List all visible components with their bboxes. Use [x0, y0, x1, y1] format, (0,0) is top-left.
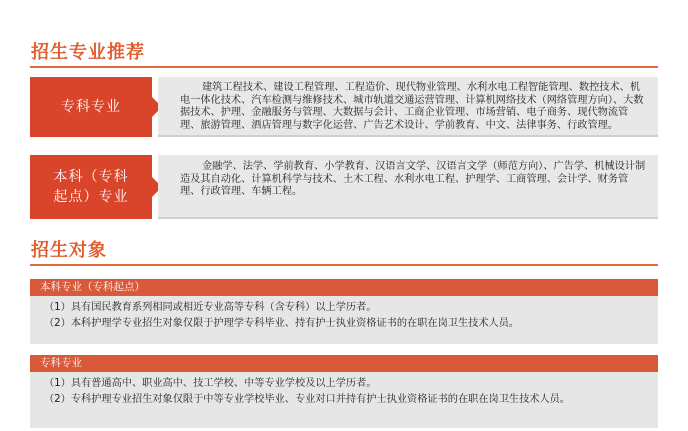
audience-head-junior: 专科专业 [30, 355, 658, 372]
major-label-junior [30, 77, 152, 137]
title-underline [30, 264, 658, 266]
major-list-junior [158, 77, 658, 137]
audience-box-undergrad [30, 296, 658, 344]
section-title-audience: 招生对象 [31, 240, 107, 261]
major-label-line: 本科（专科 [53, 169, 129, 185]
audience-line: （1）具有普通高中、职业高中、技工学校、中等专业学校及以上学历者。 [44, 378, 377, 389]
major-row-undergrad [0, 155, 688, 219]
major-label-text: 专科专业 [61, 99, 121, 115]
major-list-undergrad [158, 155, 658, 219]
audience-line: （2）专科护理专业招生对象仅限于中等专业学校毕业、专业对口并持有护士执业资格证书的在职在岗卫生技术人员。 [44, 394, 571, 405]
major-row-junior [0, 77, 688, 137]
audience-line: （1）具有国民教育系列相同或相近专业高等专科（含专科）以上学历者。 [44, 302, 377, 313]
title-underline [30, 66, 658, 68]
audience-box-junior [30, 372, 658, 428]
section-title-majors: 招生专业推荐 [31, 42, 145, 63]
major-label-text [46, 167, 136, 207]
audience-head-undergrad: 本科专业（专科起点） [30, 279, 658, 296]
major-label-undergrad [30, 155, 152, 219]
major-list-text: 金融学、法学、学前教育、小学教育、汉语言文学、汉语言文学（师范方向）、广告学、机械设计制造及其自动化、计算机科学与技术、土木工程、水利水电工程、护理学、工商管理、会计学、财务管理、行政管理、车辆工程。 [180, 161, 646, 198]
major-list-text: 建筑工程技术、建设工程管理、工程造价、现代物业管理、水利水电工程智能管理、数控技术、机电一体化技术、汽车检测与维修技术、城市轨道交通运营管理、计算机网络技术（网络管理方向）、大数据技术、护理、金融服务与管理、大数据与会计、工商企业管理、市场营销、电子商务、现代物流管理、旅游管理、酒店管理与数字化运营、广告艺术设计、学前教育、中文、法律事务、行政管理。 [180, 82, 644, 131]
audience-line: （2）本科护理学专业招生对象仅限于护理学专科毕业、持有护士执业资格证书的在职在岗卫生技术人员。 [44, 318, 520, 329]
major-label-line: 起点）专业 [53, 189, 129, 205]
